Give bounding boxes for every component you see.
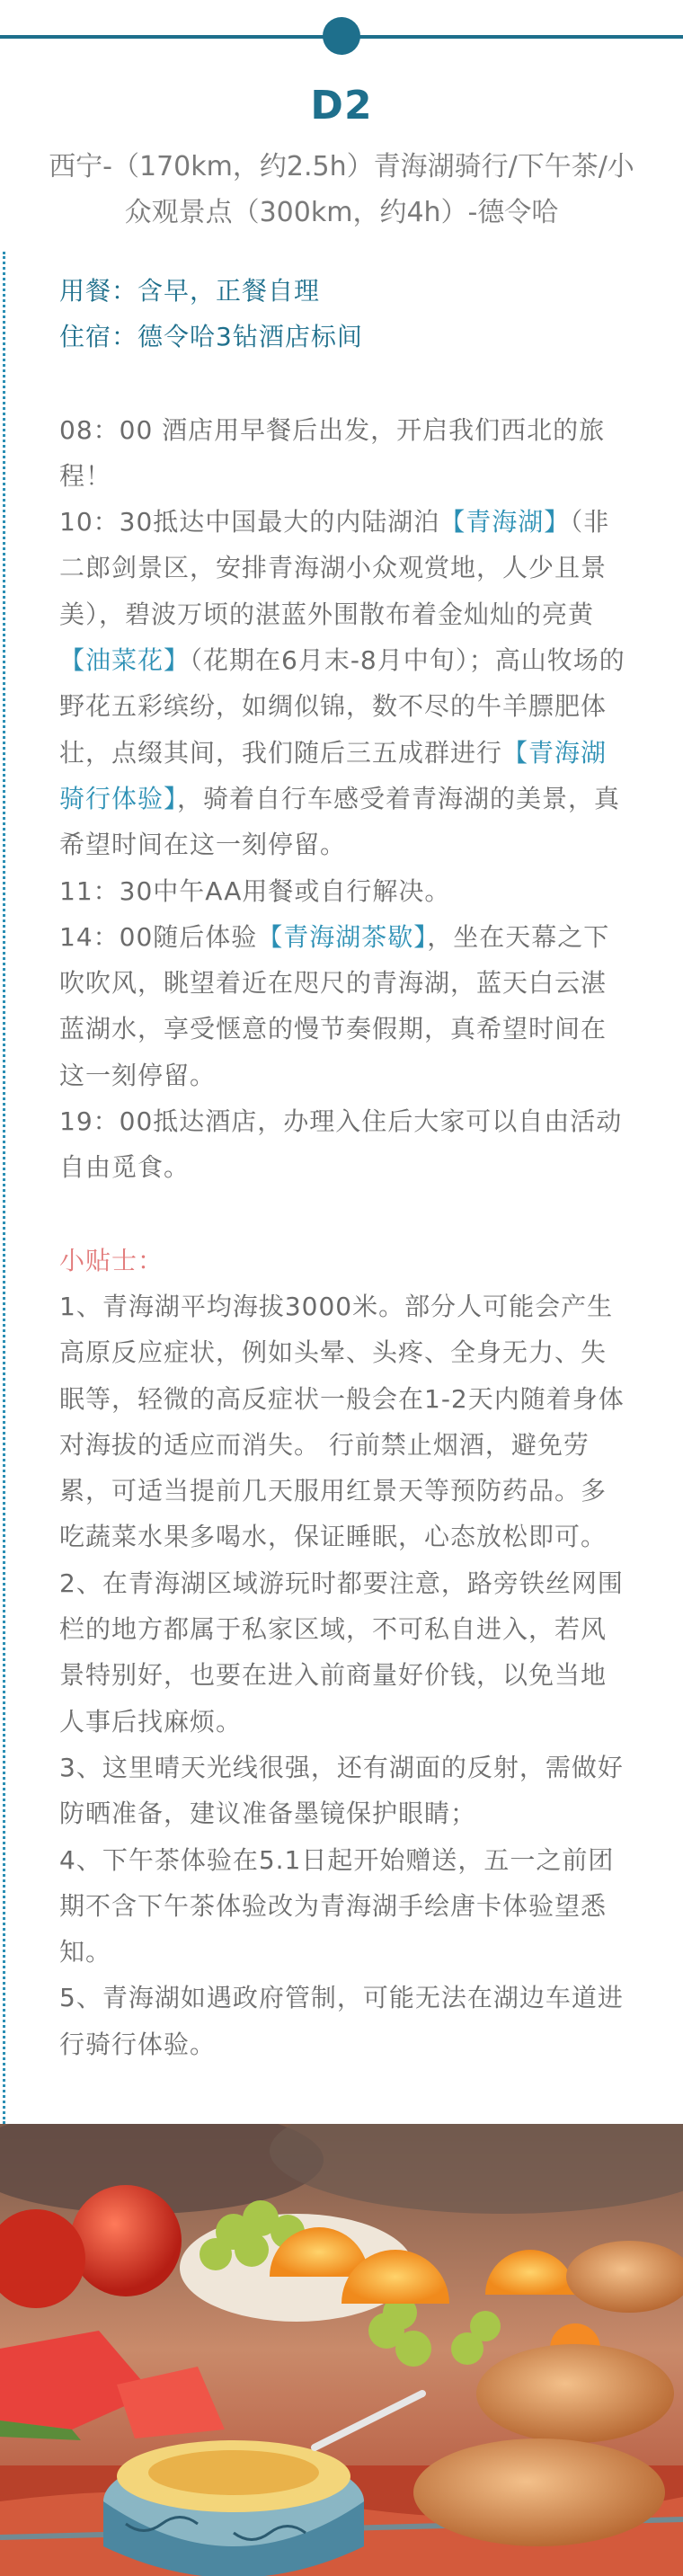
afternoon-tea-photo bbox=[0, 2124, 683, 2576]
tip-item: 2、在青海湖区域游玩时都要注意，路旁铁丝网围栏的地方都属于私家区域，不可私自进入，若风景特别好，也要在进入前商量好价钱，以免当地人事后找麻烦。 bbox=[59, 1568, 624, 1737]
schedule-text: （花期在6月末-8月中旬）；高山牧场的野花五彩缤纷，如绸似锦，数不尽的牛羊膘肥体壮，点缀其间，我们随后三五成群进行 bbox=[59, 645, 625, 768]
itinerary-content bbox=[59, 268, 625, 2067]
route-subtitle: 西宁-（170km，约2.5h）青海湖骑行/下午茶/小众观景点（300km，约4h）-德令哈 bbox=[49, 151, 634, 228]
lodging-info: 住宿：德令哈3钻酒店标间 bbox=[59, 322, 363, 352]
spacer bbox=[59, 1191, 625, 1238]
tips-title: 小贴士： bbox=[59, 1245, 164, 1275]
schedule-text: 14：00随后体验 bbox=[59, 921, 258, 952]
schedule-text: （非二郎剑景区，安排青海湖小众观赏地，人少且景美），碧波万顷的湛蓝外围散布着金灿灿的亮黄 bbox=[59, 507, 610, 629]
highlight-rapeseed-flowers: 【油菜花】 bbox=[59, 645, 191, 676]
schedule-1400 bbox=[59, 914, 625, 1098]
schedule-text: 10：30抵达中国最大的内陆湖泊 bbox=[59, 507, 440, 537]
schedule-1900: 19：00抵达酒店，办理入住后大家可以自由活动自由觅食。 bbox=[59, 1106, 623, 1183]
highlight-cycling: 【青海湖骑行体验】 bbox=[59, 737, 608, 813]
schedule-1130: 11：30中午AA用餐或自行解决。 bbox=[59, 875, 451, 906]
day-title: D2 bbox=[310, 83, 373, 129]
header-dot-marker bbox=[323, 17, 360, 55]
schedule-1030 bbox=[59, 499, 625, 867]
highlight-tea-break: 【青海湖茶歇】 bbox=[257, 921, 428, 952]
tip-item: 1、青海湖平均海拔3000米。部分人可能会产生高原反应症状，例如头晕、头疼、全身无力、失眠等，轻微的高反症状一般会在1-2天内随着身体对海拔的适应而消失。 行前禁止烟酒，避免劳累，可适当提前几天服用红景天等预防药品。多吃蔬菜水果多喝水，保证睡眠，心态放松即可。 bbox=[59, 1291, 625, 1552]
highlight-qinghai-lake: 【青海湖】 bbox=[439, 507, 571, 537]
spacer bbox=[59, 360, 625, 407]
tip-item: 4、下午茶体验在5.1日起开始赠送，五一之前团期不含下午茶体验改为青海湖手绘唐卡体验望悉知。 bbox=[59, 1844, 615, 1968]
schedule-0800: 08：00 酒店用早餐后出发，开启我们西北的旅程！ bbox=[59, 414, 606, 491]
schedule-text: ，骑着自行车感受着青海湖的美景，真希望时间在这一刻停留。 bbox=[59, 783, 621, 860]
left-dotted-border bbox=[3, 252, 5, 2124]
meals-info: 用餐：含早，正餐自理 bbox=[59, 276, 321, 306]
schedule-text: ，坐在天幕之下吹吹风，眺望着近在咫尺的青海湖，蓝天白云湛蓝湖水，享受惬意的慢节奏假期，真希望时间在这一刻停留。 bbox=[59, 921, 610, 1090]
tip-item: 3、这里晴天光线很强，还有湖面的反射，需做好防晒准备，建议准备墨镜保护眼睛； bbox=[59, 1752, 624, 1829]
tip-item: 5、青海湖如遇政府管制，可能无法在湖边车道进行骑行体验。 bbox=[59, 1983, 624, 2059]
